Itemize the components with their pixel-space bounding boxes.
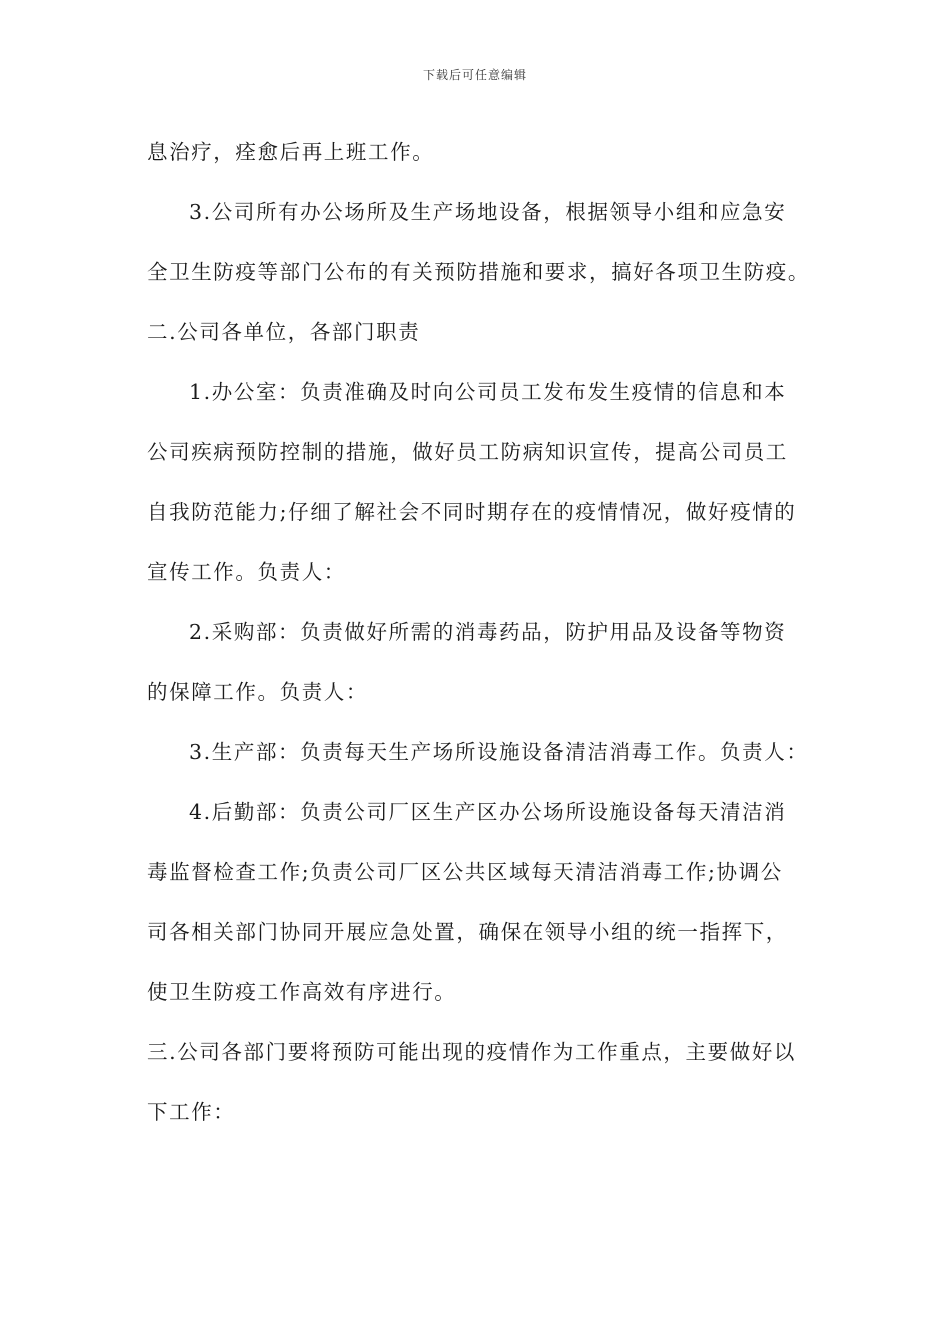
text-line: 3.公司所有办公场所及生产场地设备，根据领导小组和应急安: [189, 200, 787, 224]
text-line: 息治疗，痊愈后再上班工作。: [147, 140, 435, 164]
text-line: 全卫生防疫等部门公布的有关预防措施和要求，搞好各项卫生防疫。: [147, 260, 810, 284]
text-line: 宣传工作。负责人：: [147, 560, 346, 584]
text-line: 3.生产部：负责每天生产场所设施设备清洁消毒工作。负责人：: [189, 740, 809, 764]
text-line: 使卫生防疫工作高效有序进行。: [147, 980, 457, 1004]
text-line: 下工作：: [147, 1100, 236, 1124]
text-line: 毒监督检查工作;负责公司厂区公共区域每天清洁消毒工作;协调公: [147, 860, 783, 884]
text-line: 2.采购部：负责做好所需的消毒药品，防护用品及设备等物资: [189, 620, 787, 644]
text-line: 司各相关部门协同开展应急处置，确保在领导小组的统一指挥下，: [147, 920, 788, 944]
text-line: 三.公司各部门要将预防可能出现的疫情作为工作重点，主要做好以: [147, 1040, 797, 1064]
text-line: 4.后勤部：负责公司厂区生产区办公场所设施设备每天清洁消: [189, 800, 787, 824]
text-line: 自我防范能力;仔细了解社会不同时期存在的疫情情况，做好疫情的: [147, 500, 797, 524]
text-line: 的保障工作。负责人：: [147, 680, 368, 704]
text-line: 公司疾病预防控制的措施，做好员工防病知识宣传，提高公司员工: [147, 440, 788, 464]
text-line: 1.办公室：负责准确及时向公司员工发布发生疫情的信息和本: [189, 380, 787, 404]
page-header: 下载后可任意编辑: [422, 68, 527, 82]
text-line: 二.公司各单位，各部门职责: [147, 320, 421, 344]
document-body: [147, 128, 810, 1148]
